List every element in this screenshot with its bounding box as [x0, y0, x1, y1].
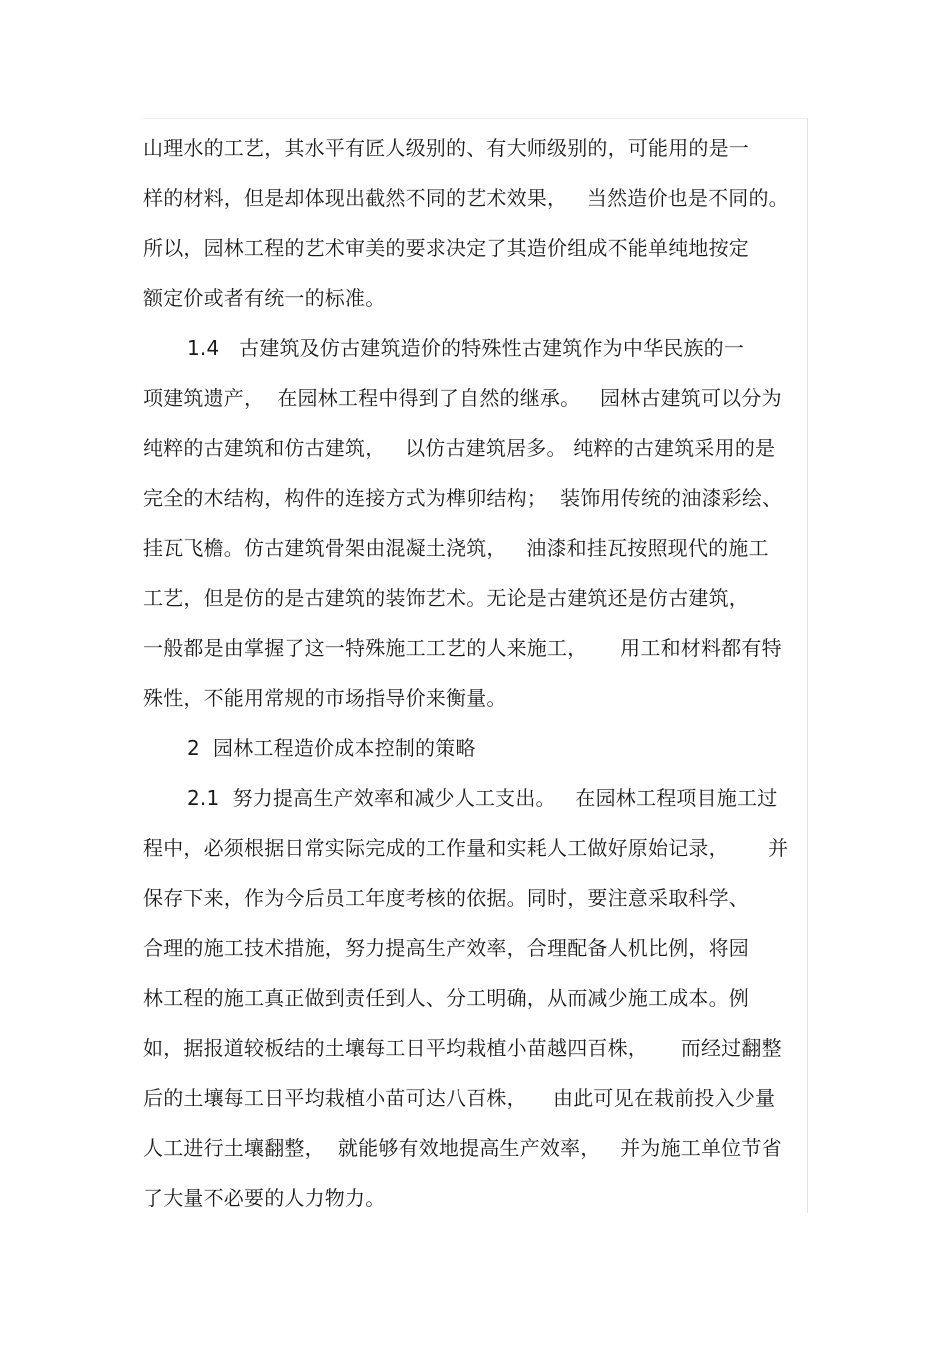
text-line: 完全的木结构，构件的连接方式为榫卯结构； 装饰用传统的油漆彩绘、	[143, 486, 783, 510]
text-line: 殊性，不能用常规的市场指导价来衡量。	[143, 686, 507, 710]
text-line: 项建筑遗产， 在园林工程中得到了自然的继承。 园林古建筑可以分为	[143, 386, 782, 410]
text-line: 林工程的施工真正做到责任到人、分工明确，从而减少施工成本。例	[143, 986, 749, 1010]
text-line: 样的材料，但是却体现出截然不同的艺术效果， 当然造价也是不同的。	[143, 186, 789, 210]
text-line: 山理水的工艺，其水平有匠人级别的、有大师级别的，可能用的是一	[143, 136, 749, 160]
section-heading-line: 2.1 努力提高生产效率和减少人工支出。 在园林工程项目施工过	[187, 786, 778, 810]
text-line: 纯粹的古建筑和仿古建筑， 以仿古建筑居多。 纯粹的古建筑采用的是	[143, 436, 776, 460]
text-line: 人工进行土壤翻整， 就能够有效地提高生产效率， 并为施工单位节省	[143, 1136, 782, 1160]
section-heading-line: 1.4 古建筑及仿古建筑造价的特殊性古建筑作为中华民族的一	[187, 336, 745, 360]
text-line: 挂瓦飞檐。仿古建筑骨架由混凝土浇筑， 油漆和挂瓦按照现代的施工	[143, 536, 769, 560]
text-line: 保存下来，作为今后员工年度考核的依据。同时，要注意采取科学、	[143, 886, 749, 910]
text-line: 后的土壤每工日平均栽植小苗可达八百株， 由此可见在栽前投入少量	[143, 1086, 776, 1110]
text-line: 程中，必须根据日常实际完成的工作量和实耗人工做好原始记录， 并	[143, 836, 789, 860]
document-body	[143, 123, 808, 1223]
text-line: 合理的施工技术措施，努力提高生产效率，合理配备人机比例，将园	[143, 936, 749, 960]
text-line: 了大量不必要的人力物力。	[143, 1186, 386, 1210]
text-line: 额定价或者有统一的标准。	[143, 286, 386, 310]
section-heading: 2 园林工程造价成本控制的策略	[187, 736, 476, 760]
text-line: 一般都是由掌握了这一特殊施工工艺的人来施工， 用工和材料都有特	[143, 636, 782, 660]
text-line: 如，据报道较板结的土壤每工日平均栽植小苗越四百株， 而经过翻整	[143, 1036, 782, 1060]
text-line: 工艺，但是仿的是古建筑的装饰艺术。无论是古建筑还是仿古建筑，	[143, 586, 749, 610]
text-line: 所以，园林工程的艺术审美的要求决定了其造价组成不能单纯地按定	[143, 236, 749, 260]
